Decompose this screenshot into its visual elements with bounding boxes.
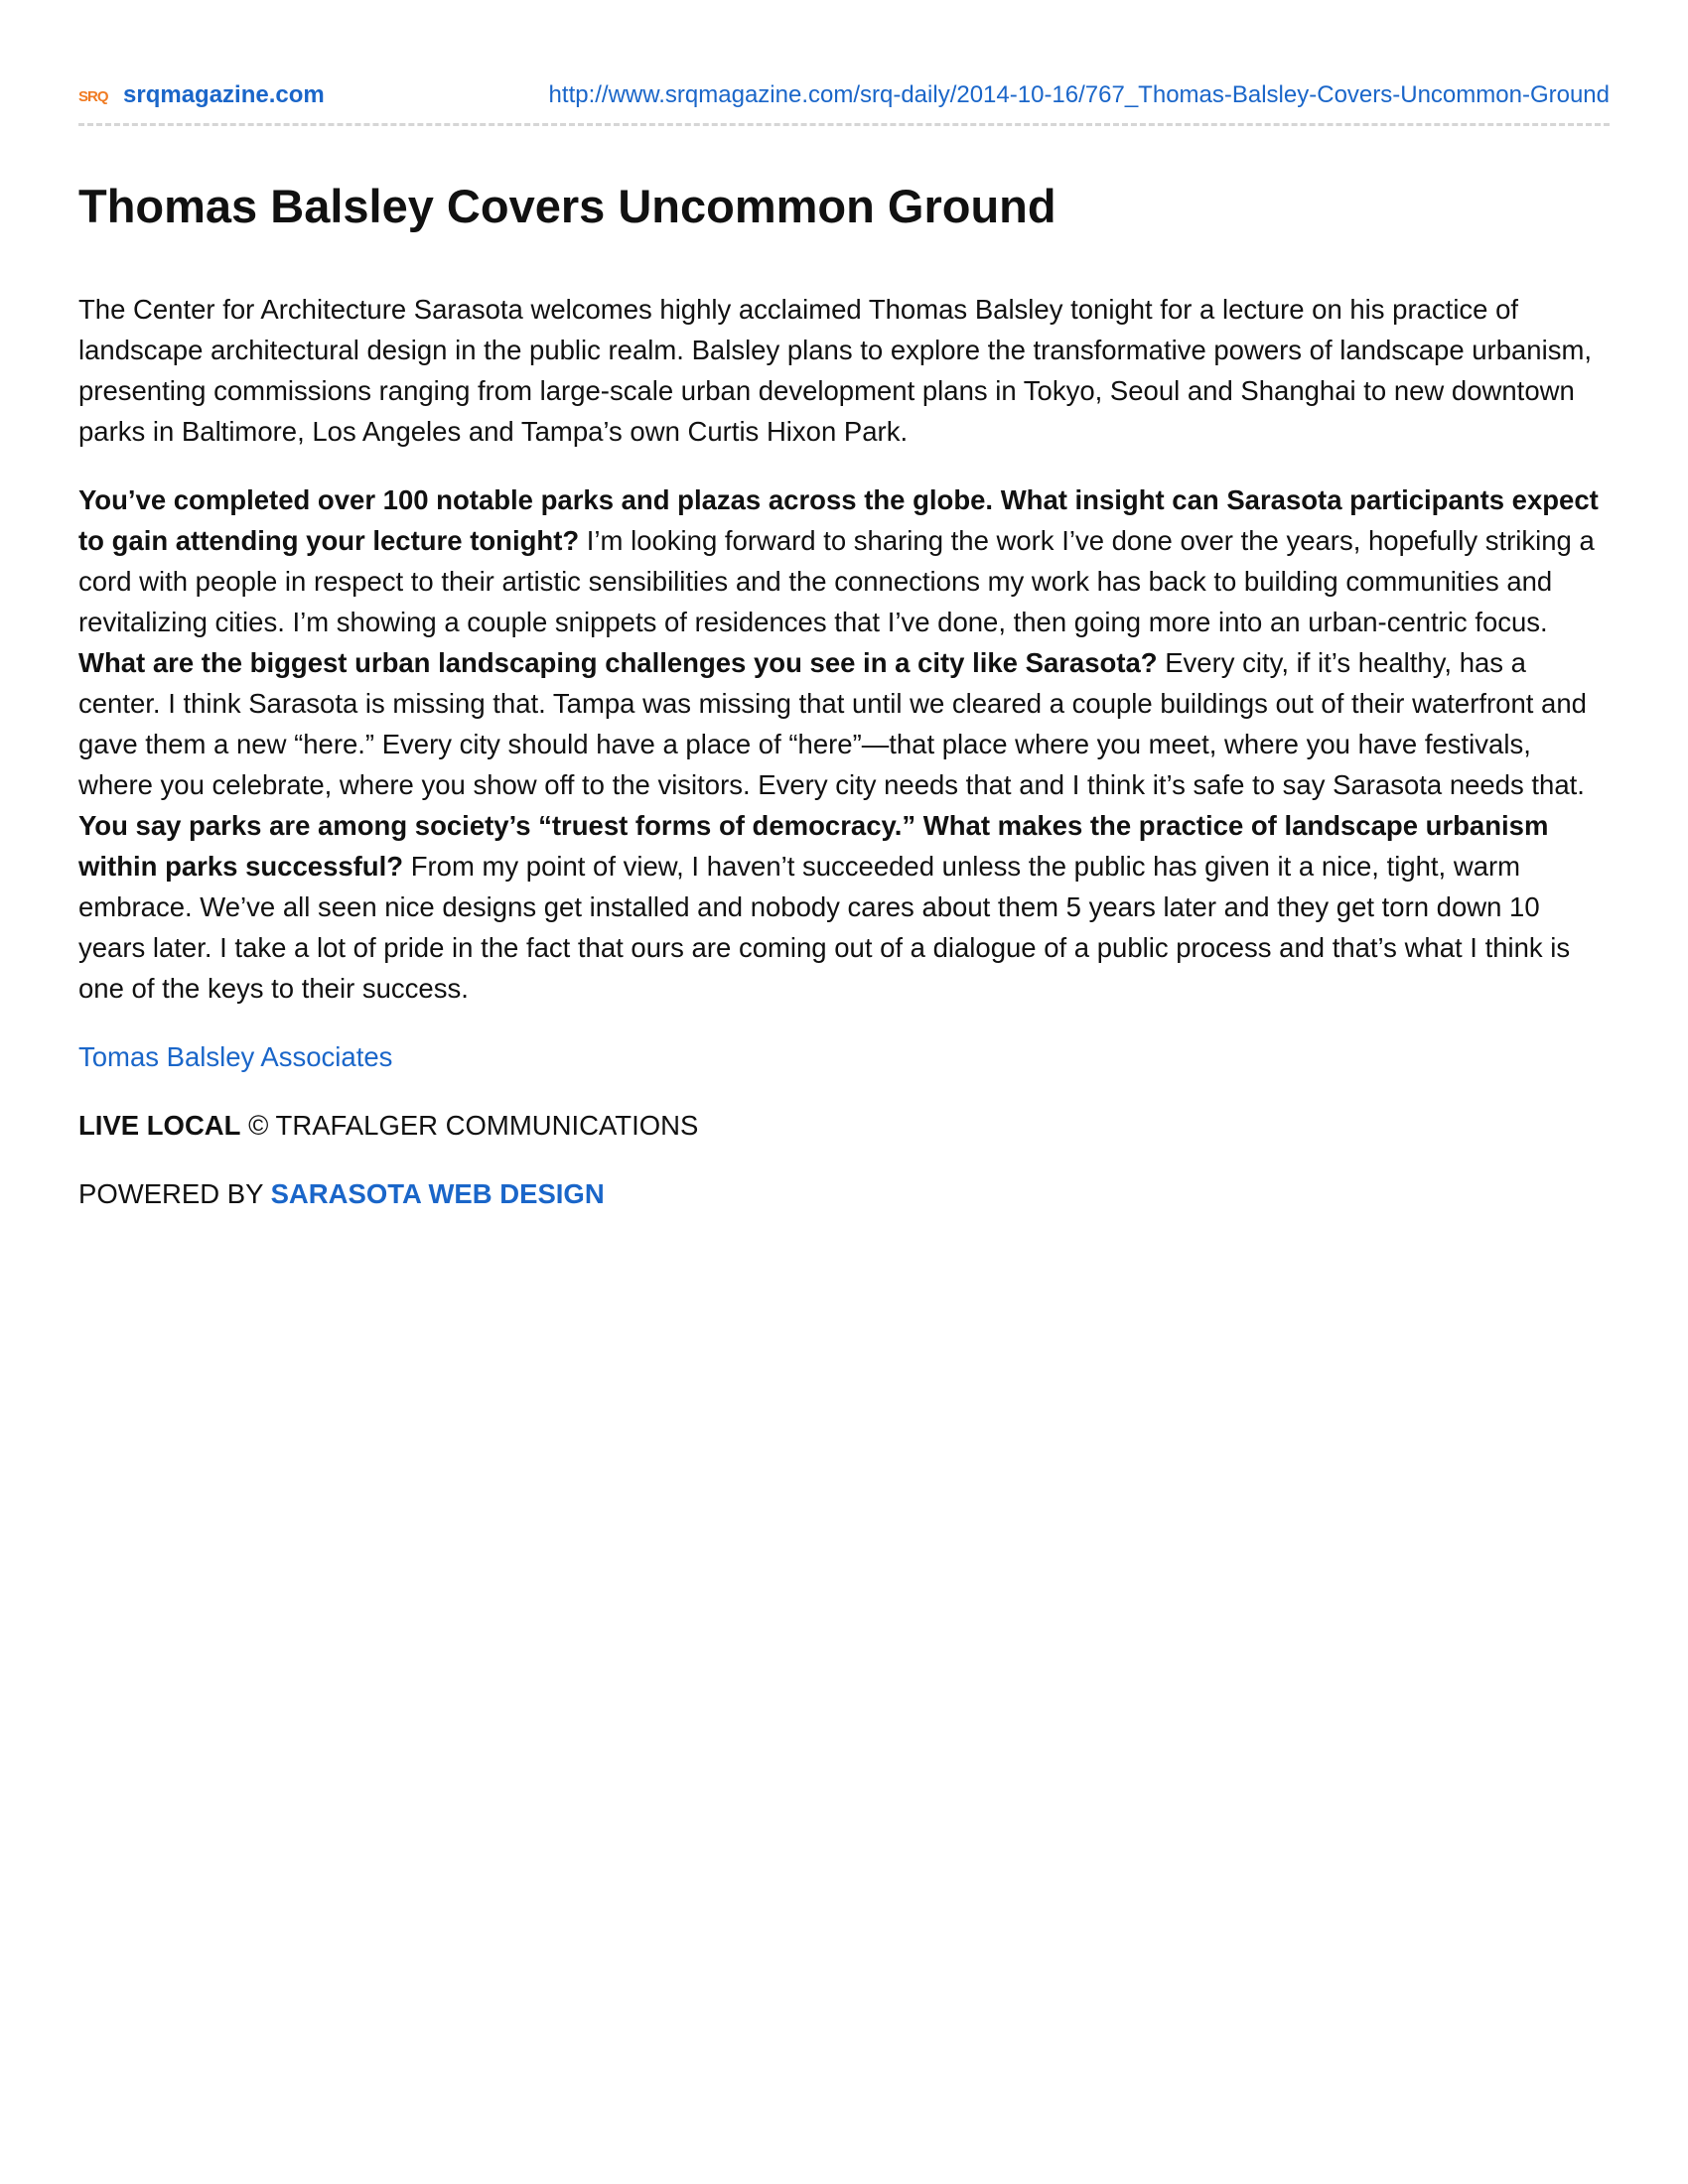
interview-question: What are the biggest urban landscaping challenges you see in a city like Sarasota? [78,647,1158,678]
header [78,79,1610,113]
interview-answer: From my point of view, I haven’t succeeded unless the public has given it a nice, tight, warm embrace. We’ve all seen nice designs get installed and nobody cares about them 5 years later and they get torn down 10 years later. I take a lot of pride in the fact that ours are coming out of a dialogue of a public process and that’s what I think is one of the keys to their success. [78,851,1571,1004]
interview-answer: I’m looking forward to sharing the work I’ve done over the years, hopefully striking a cord with people in respect to their artistic sensibilities and the connections my work has back to building communities and revitalizing cities. I’m showing a couple snippets of residences that I’ve done, then going more into an urban-centric focus. [78,525,1595,637]
srq-logo: SRQ [78,88,108,105]
footer-powered-line [78,1173,1610,1214]
article-url-link[interactable]: http://www.srqmagazine.com/srq-daily/2014-10-16/767_Thomas-Balsley-Covers-Uncommon-Ground [548,81,1610,108]
web-design-link[interactable]: SARASOTA WEB DESIGN [270,1178,605,1209]
article-title: Thomas Balsley Covers Uncommon Ground [78,180,1056,232]
related-link[interactable]: Tomas Balsley Associates [78,1041,393,1072]
interview-answer: Every city, if it’s healthy, has a center. I think Sarasota is missing that. Tampa was missing that until we cleared a couple buildings out of their waterfront and gave them a new “here.” Every city should have a place of “here”—that place where you meet, where you have festivals, where you celebrate, where you show off to the visitors. Every city needs that and I think it’s safe to say Sarasota needs that. [78,647,1587,800]
interview-paragraph [78,479,1610,1009]
article-body [78,289,1610,1242]
copyright-text: © TRAFALGER COMMUNICATIONS [248,1110,699,1141]
header-divider [78,123,1610,126]
interview-question: You say parks are among society’s “truest forms of democracy.” What makes the practice of landscape urbanism within parks successful? [78,810,1549,882]
live-local-label: LIVE LOCAL [78,1110,241,1141]
powered-by-label: POWERED BY [78,1178,263,1209]
interview-question: You’ve completed over 100 notable parks and plazas across the globe. What insight can Sarasota participants expect to gain attending your lecture tonight? [78,484,1599,556]
article-intro: The Center for Architecture Sarasota welcomes highly acclaimed Thomas Balsley tonight for a lecture on his practice of landscape architectural design in the public realm. Balsley plans to explore the transformative powers of landscape urbanism, presenting commissions ranging from large-scale urban development plans in Tokyo, Seoul and Shanghai to new downtown parks in Baltimore, Los Angeles and Tampa’s own Curtis Hixon Park. [78,294,1593,447]
footer-copyright-line [78,1105,1610,1146]
footer [78,1105,1610,1214]
related-link-paragraph [78,1036,1610,1077]
site-name-link[interactable]: srqmagazine.com [123,81,325,108]
